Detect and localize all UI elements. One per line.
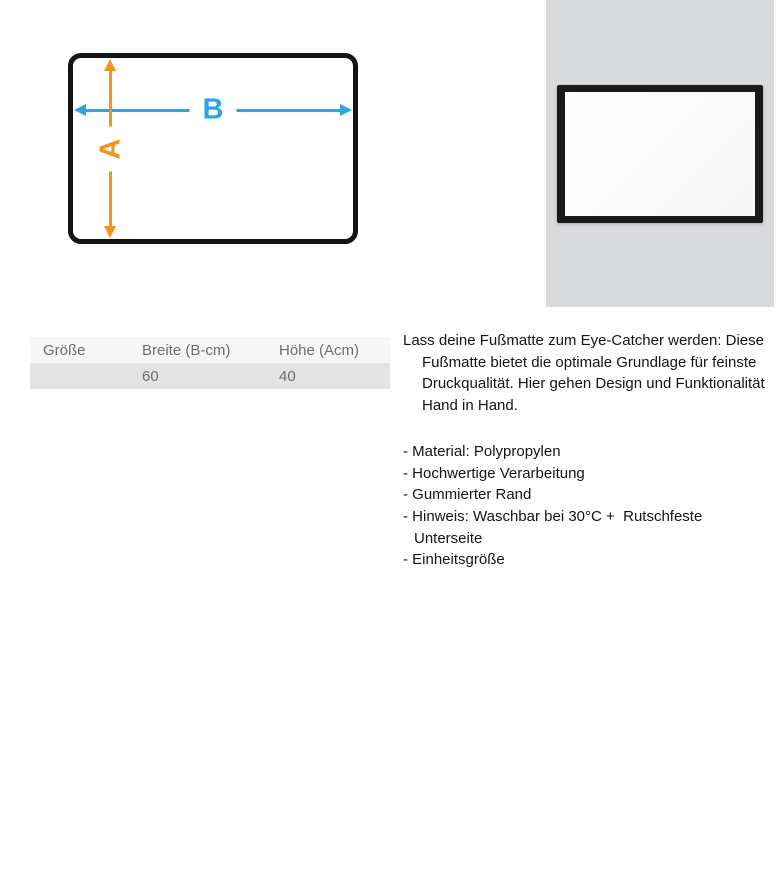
size-table-header-breite: Breite (B-cm) — [142, 341, 231, 359]
description-paragraph-line: Lass deine Fußmatte zum Eye-Catcher werden: Diese — [403, 332, 764, 349]
product-image-panel — [546, 0, 774, 307]
description-bullet-line: - Hochwertige Verarbeitung — [403, 464, 585, 482]
dimension-diagram — [68, 53, 358, 244]
width-arrowhead-right-icon — [340, 104, 352, 116]
description-bullet-line: - Einheitsgröße — [403, 551, 505, 569]
size-table-header-hoehe: Höhe (Acm) — [279, 341, 360, 359]
doormat-surface — [565, 92, 755, 216]
size-table-cell-breite: 60 — [142, 367, 159, 385]
width-dimension-label: B — [190, 96, 237, 125]
product-description — [403, 330, 777, 571]
description-bullet-line: - Material: Polypropylen — [403, 442, 561, 460]
width-arrowhead-left-icon — [74, 104, 86, 116]
description-bullet-line: - Gummierter Rand — [403, 486, 532, 504]
doormat-product-image[interactable] — [557, 85, 763, 223]
height-arrowhead-down-icon — [104, 226, 116, 238]
description-paragraph-line: Druckqualität. Hier gehen Design und Funktionalität — [422, 375, 765, 393]
description-bullet-line: - Hinweis: Waschbar bei 30°C + Rutschfeste — [403, 507, 703, 525]
size-table-header-groesse: Größe — [43, 341, 86, 359]
height-dimension-label: A — [96, 126, 125, 171]
description-bullet-list — [403, 441, 777, 571]
size-table-header-row — [30, 337, 390, 363]
size-table — [30, 337, 390, 389]
size-table-data-row — [30, 363, 390, 389]
size-table-cell-hoehe: 40 — [279, 367, 296, 385]
description-paragraph — [403, 330, 777, 417]
height-arrowhead-up-icon — [104, 59, 116, 71]
description-paragraph-line: Fußmatte bietet die optimale Grundlage für feinste — [422, 353, 757, 371]
description-paragraph-line: Hand in Hand. — [422, 397, 518, 415]
description-bullet-line: Unterseite — [414, 529, 483, 547]
